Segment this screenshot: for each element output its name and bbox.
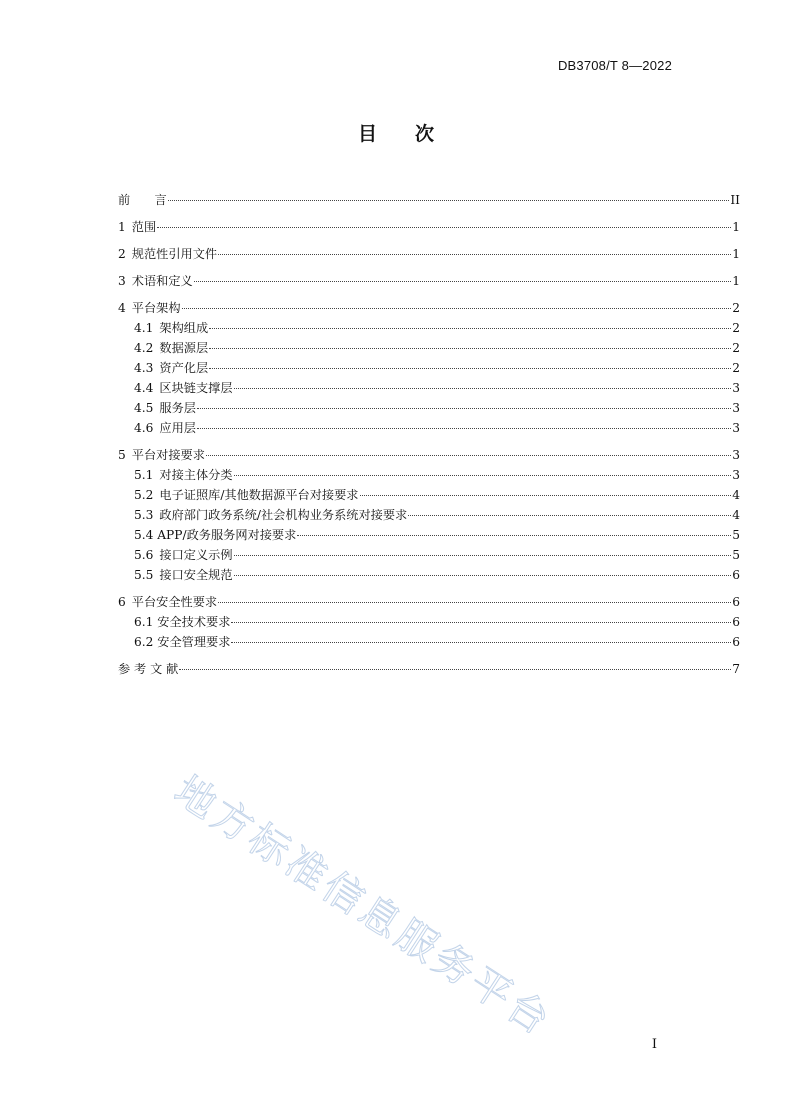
toc-entry-label: 数据源层	[159, 341, 209, 355]
toc-entry-page: 2	[732, 361, 740, 375]
toc-entry-number: 5	[118, 448, 126, 462]
watermark: 地方标准信息服务平台	[166, 767, 561, 1046]
toc-entry-4-6[interactable]	[118, 418, 740, 438]
toc-entry-5-4[interactable]	[118, 525, 740, 545]
dot-leader	[197, 408, 731, 409]
toc-entry-page: 3	[732, 381, 740, 395]
toc-entry-4-3[interactable]	[118, 358, 740, 378]
toc-entry-page: 6	[732, 595, 740, 609]
toc-entry-number: 4.2	[134, 341, 154, 355]
toc-entry-number: 3	[118, 274, 126, 288]
toc-entry-label: 接口定义示例	[159, 548, 233, 562]
toc-entry-number: 4.6	[134, 421, 154, 435]
toc-entry-4-5[interactable]	[118, 398, 740, 418]
toc-entry-number: 5.3	[134, 508, 154, 522]
dot-leader	[209, 348, 731, 349]
toc-entry-page: 7	[732, 662, 740, 676]
toc-entry-page: 1	[732, 220, 740, 234]
toc-entry-page: 6	[732, 568, 740, 582]
dot-leader	[234, 555, 732, 556]
dot-leader	[297, 535, 731, 536]
toc-entry-5-6[interactable]	[118, 545, 740, 565]
toc-entry-page: 4	[732, 508, 740, 522]
toc-entry-number: 2	[118, 247, 126, 261]
dot-leader	[218, 602, 731, 603]
toc-entry-page: 1	[732, 247, 740, 261]
toc-entry-5[interactable]	[118, 445, 740, 465]
dot-leader	[179, 669, 731, 670]
toc-entry-page: 3	[732, 448, 740, 462]
toc-entry-number: 6	[118, 595, 126, 609]
dot-leader	[234, 575, 732, 576]
toc-entry-page: 3	[732, 468, 740, 482]
toc-entry-4-4[interactable]	[118, 378, 740, 398]
toc-entry-page: 3	[732, 421, 740, 435]
toc-entry-label: 资产化层	[159, 361, 209, 375]
toc-entry-page: II	[730, 193, 740, 207]
toc-entry-references[interactable]	[118, 659, 740, 679]
toc-entry-number: 5.1	[134, 468, 154, 482]
toc-entry-label: 5.4 APP/政务服务网对接要求	[134, 528, 297, 542]
toc-entry-page: 5	[732, 528, 740, 542]
toc-entry-number: 5.2	[134, 488, 154, 502]
toc-entry-page: 2	[732, 301, 740, 315]
toc-entry-4[interactable]	[118, 298, 740, 318]
toc-entry-label: 规范性引用文件	[131, 247, 218, 261]
toc-entry-4-2[interactable]	[118, 338, 740, 358]
toc-entry-label: 对接主体分类	[159, 468, 233, 482]
toc-entry-label: 前 言	[118, 193, 167, 207]
table-of-contents	[118, 190, 740, 679]
toc-entry-label: 平台安全性要求	[131, 595, 218, 609]
dot-leader	[360, 495, 732, 496]
dot-leader	[197, 428, 731, 429]
toc-entry-label: 应用层	[159, 421, 196, 435]
toc-entry-label: 术语和定义	[131, 274, 193, 288]
dot-leader	[209, 368, 731, 369]
toc-entry-label: 范围	[131, 220, 157, 234]
dot-leader	[234, 475, 732, 476]
toc-entry-4-1[interactable]	[118, 318, 740, 338]
toc-entry-label: 区块链支撑层	[159, 381, 233, 395]
toc-entry-label: 电子证照库/其他数据源平台对接要求	[159, 488, 359, 502]
toc-entry-number: 5.6	[134, 548, 154, 562]
dot-leader	[168, 200, 730, 201]
toc-entry-6[interactable]	[118, 592, 740, 612]
toc-entry-number: 4.1	[134, 321, 154, 335]
toc-entry-5-5[interactable]	[118, 565, 740, 585]
toc-entry-label: 服务层	[159, 401, 196, 415]
dot-leader	[206, 455, 731, 456]
page-title	[0, 119, 792, 146]
toc-entry-5-3[interactable]	[118, 505, 740, 525]
dot-leader	[194, 281, 732, 282]
toc-entry-3[interactable]	[118, 271, 740, 291]
toc-entry-foreword[interactable]	[118, 190, 740, 210]
toc-entry-page: 6	[732, 615, 740, 629]
toc-entry-page: 5	[732, 548, 740, 562]
toc-entry-label: 6.1 安全技术要求	[134, 615, 231, 629]
toc-entry-number: 1	[118, 220, 126, 234]
toc-entry-label: 平台架构	[131, 301, 181, 315]
dot-leader	[231, 642, 731, 643]
toc-entry-6-1[interactable]	[118, 612, 740, 632]
toc-entry-label: 政府部门政务系统/社会机构业务系统对接要求	[159, 508, 408, 522]
toc-entry-number: 4	[118, 301, 126, 315]
document-code: DB3708/T 8—2022	[557, 58, 672, 73]
dot-leader	[209, 328, 731, 329]
toc-entry-6-2[interactable]	[118, 632, 740, 652]
toc-entry-label: 6.2 安全管理要求	[134, 635, 231, 649]
page-number: I	[651, 1037, 657, 1052]
toc-entry-label: 参 考 文 献	[118, 662, 179, 676]
toc-entry-1[interactable]	[118, 217, 740, 237]
toc-entry-number: 4.4	[134, 381, 154, 395]
toc-entry-5-2[interactable]	[118, 485, 740, 505]
toc-entry-page: 1	[732, 274, 740, 288]
title-char-2: 次	[415, 123, 435, 145]
toc-entry-2[interactable]	[118, 244, 740, 264]
toc-entry-page: 2	[732, 321, 740, 335]
dot-leader	[408, 515, 731, 516]
dot-leader	[234, 388, 732, 389]
toc-entry-page: 2	[732, 341, 740, 355]
toc-entry-page: 3	[732, 401, 740, 415]
toc-entry-label: 接口安全规范	[159, 568, 233, 582]
toc-entry-number: 5.5	[134, 568, 154, 582]
dot-leader	[231, 622, 731, 623]
dot-leader	[218, 254, 731, 255]
toc-entry-number: 4.3	[134, 361, 154, 375]
dot-leader	[157, 227, 731, 228]
toc-entry-number: 4.5	[134, 401, 154, 415]
toc-entry-page: 4	[732, 488, 740, 502]
toc-entry-page: 6	[732, 635, 740, 649]
title-char-1: 目	[357, 123, 377, 145]
toc-entry-5-1[interactable]	[118, 465, 740, 485]
toc-entry-label: 架构组成	[159, 321, 209, 335]
dot-leader	[182, 308, 732, 309]
toc-entry-label: 平台对接要求	[131, 448, 205, 462]
